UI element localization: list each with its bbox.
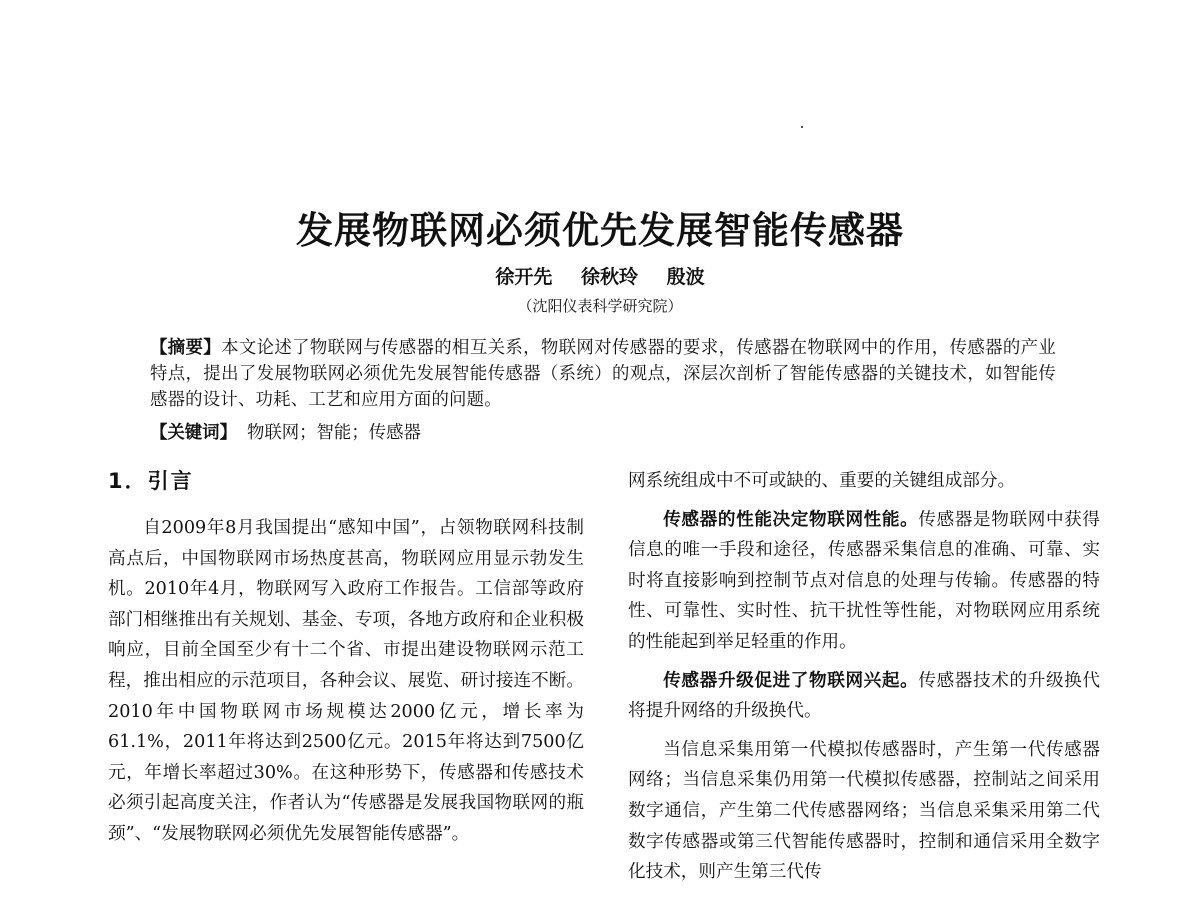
keywords-text: 物联网；智能；传感器 — [246, 423, 421, 443]
author-name: 徐秋玲 — [580, 266, 638, 288]
keywords — [150, 420, 1056, 446]
keywords-label: 【关键词】 — [150, 423, 237, 443]
right-column — [628, 466, 1100, 896]
author-affiliation: （沈阳仪表科学研究院） — [517, 297, 683, 315]
author-list — [0, 263, 1200, 291]
section-heading: 1．引言 — [108, 469, 194, 493]
paragraph-lead: 传感器的性能决定物联网性能。 — [663, 509, 919, 530]
body-paragraph: 自2009年8月我国提出“感知中国”，占领物联网科技制高点后，中国物联网市场热度甚高，物联网应用显示勃发生机。2010年4月，物联网写入政府工作报告。工信部等政府部门相继推出有关规划、基金、专项，各地方政府和企业积极响应，目前全国至少有十二个省、市提出建设物联网示范工程，推出相应的示范项目，各种会议、展览、研讨接连不断。2010年中国物联网市场规模达2000亿元，增长率为61.1%，2011年将达到2500亿元。2015年将达到7500亿元，年增长率超过30%。在这种形势下，传感器和传感技术必须引起高度关注，作者认为“传感器是发展我国物联网的瓶颈”、“发展物联网必须优先发展智能传感器”。 — [108, 518, 584, 844]
paper-title: 发展物联网必须优先发展智能传感器 — [296, 209, 904, 252]
abstract-label: 【摘要】 — [150, 338, 222, 358]
scan-speck — [801, 126, 803, 128]
abstract — [150, 335, 1056, 413]
body-paragraph: 当信息采集用第一代模拟传感器时，产生第一代传感器网络；当信息采集仍用第一代模拟传感器，控制站之间采用数字通信，产生第二代传感器网络；当信息采集采用第二代数字传感器或第三代智能传感器时，控制和通信采用全数字化技术，则产生第三代传 — [628, 739, 1100, 883]
paragraph-text: 传感器技术的升级换代将提升网络的升级换代。 — [628, 670, 1100, 722]
body-paragraph: 网系统组成中不可或缺的、重要的关键组成部分。 — [628, 471, 1016, 491]
paragraph-text: 传感器是物联网中获得信息的唯一手段和途径，传感器采集信息的准确、可靠、实时将直接影响到控制节点对信息的处理与传输。传感器的特性、可靠性、实时性、抗干扰性等性能，对物联网应用系统的性能起到举足轻重的作用。 — [628, 509, 1100, 652]
paragraph-lead: 传感器升级促进了物联网兴起。 — [663, 670, 919, 691]
left-column — [108, 466, 584, 858]
author-name: 徐开先 — [495, 266, 553, 288]
abstract-text: 本文论述了物联网与传感器的相互关系，物联网对传感器的要求，传感器在物联网中的作用，传感器的产业特点，提出了发展物联网必须优先发展智能传感器（系统）的观点，深层次剖析了智能传感器的关键技术，如智能传感器的设计、功耗、工艺和应用方面的问题。 — [150, 338, 1056, 410]
body-paragraph — [628, 666, 1100, 727]
author-name: 殷波 — [666, 266, 705, 288]
body-paragraph — [628, 505, 1100, 658]
